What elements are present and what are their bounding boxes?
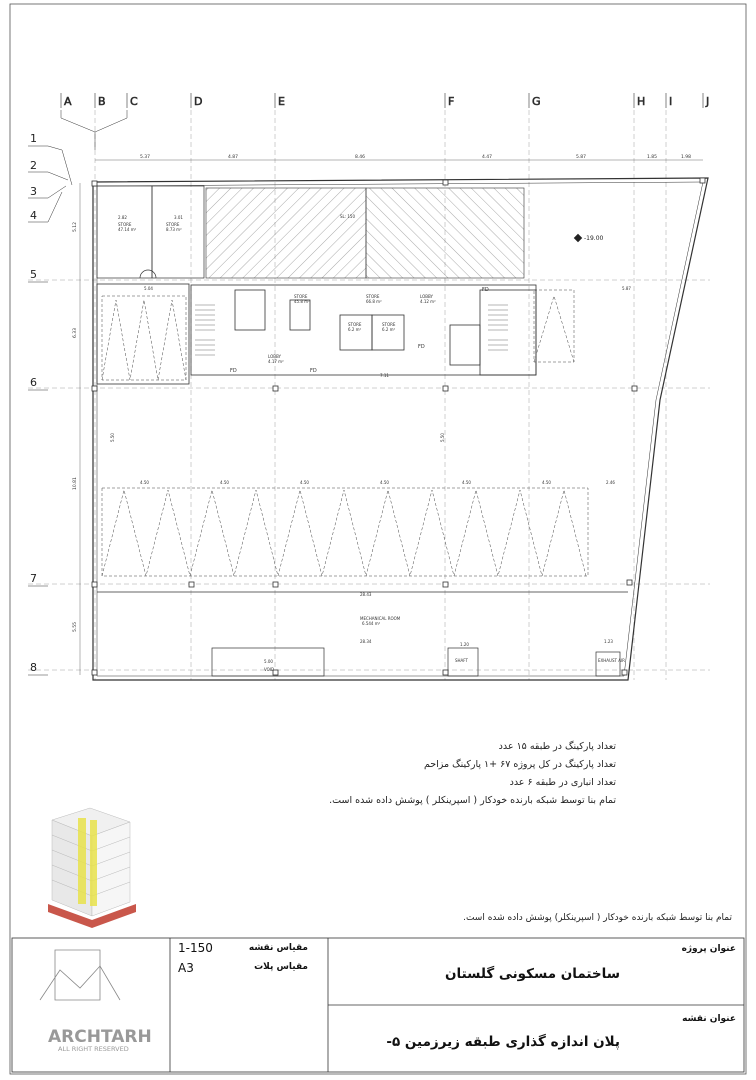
note-line: تمام بنا توسط شبکه بارنده خودکار ( اسپرینکلر ) پوشش داده شده است. — [329, 795, 616, 806]
dim-text: 5.04 — [144, 286, 153, 291]
dim-text: 4.50 — [380, 480, 389, 485]
left-dimension-chain — [72, 183, 80, 675]
project-name: ساختمان مسکونی گلستان — [445, 966, 620, 982]
level-text: -19.00 — [584, 235, 604, 242]
archtarh-logo — [40, 950, 152, 1053]
dim-text: 1.20 — [460, 642, 469, 647]
grid-columns — [61, 93, 709, 108]
grid-col-label: F — [448, 95, 455, 108]
logo-text: ARCHTARH — [48, 1027, 152, 1047]
grid-col-label: D — [194, 95, 203, 108]
grid-col-label: B — [98, 95, 106, 108]
grid-row-label: 3 — [30, 185, 37, 198]
drawing-name: پلان اندازه گذاری طبقه زیرزمین ۵- — [386, 1034, 620, 1050]
dim-text: 5.55 — [73, 621, 78, 632]
dim-text: 2.82 — [118, 215, 127, 220]
fd-label: FD — [310, 368, 317, 374]
grid-row-label: 1 — [30, 132, 37, 145]
note-line: تعداد پارکینگ در طبقه ۱۵ عدد — [498, 741, 616, 752]
dim-text: 7.11 — [380, 373, 389, 378]
dim-text: 4.50 — [220, 480, 229, 485]
grid-col-label: G — [532, 95, 541, 108]
room-area: 4.12 m² — [420, 299, 436, 304]
grid-col-label: J — [706, 95, 710, 108]
note-line: تعداد پارکینگ در کل پروژه ۶۷ +۱ پارکینگ مزاحم — [423, 759, 616, 770]
room-label: VOID — [264, 667, 275, 672]
dim-text: 6.33 — [73, 327, 78, 338]
dim-text: 5.50 — [110, 433, 115, 442]
room-label: STORE — [366, 294, 380, 299]
room-area: 8.73 m² — [166, 227, 182, 232]
grid-row-label: 8 — [30, 661, 37, 674]
dim-text: 5.37 — [140, 155, 151, 160]
logo-subtext: ALL RIGHT RESERVED — [58, 1045, 129, 1053]
room-label: SL: 150 — [340, 214, 356, 219]
parking-bays-upper — [102, 290, 574, 380]
room-label: LOBBY — [420, 294, 433, 299]
dim-text: 2.46 — [606, 480, 615, 485]
dim-text: 1.98 — [681, 155, 692, 160]
dim-text: 4.87 — [228, 155, 239, 160]
dim-text: 4.50 — [542, 480, 551, 485]
project-title-label: عنوان پروژه — [681, 944, 736, 954]
parking-bays-middle — [102, 488, 588, 576]
grid-col-label: H — [637, 95, 646, 108]
dim-text: 3.01 — [174, 215, 183, 220]
top-dimension-chain — [95, 154, 703, 160]
plot-scale-label: مقیاس پلات — [254, 962, 308, 972]
dim-text: 28.34 — [360, 639, 372, 644]
room-label: STORE — [382, 322, 396, 327]
fd-label: FD — [482, 287, 489, 293]
grid-row-label: 7 — [30, 572, 37, 585]
dim-text: 4.50 — [462, 480, 471, 485]
grid-row-label: 2 — [30, 159, 37, 172]
plan-labels — [110, 214, 631, 672]
room-area: 47.14 m² — [118, 227, 137, 232]
fd-label: FD — [418, 344, 425, 350]
dim-text: 4.50 — [140, 480, 149, 485]
room-label: STORE — [348, 322, 362, 327]
grid-leader-lines — [48, 110, 127, 222]
level-marker — [574, 234, 604, 242]
building-3d-thumbnail — [48, 808, 136, 928]
grid-col-label: C — [130, 95, 138, 108]
grid-row-label: 4 — [30, 209, 37, 222]
room-label: STORE — [294, 294, 308, 299]
grid-col-label: A — [64, 95, 72, 108]
dim-text: 5.87 — [622, 286, 631, 291]
store-rooms-top — [97, 186, 204, 278]
note-line: تعداد انباری در طبقه ۶ عدد — [509, 777, 616, 788]
dim-text: 4.47 — [482, 155, 493, 160]
scale-label: مقیاس نقشه — [248, 943, 308, 953]
grid-row-label: 6 — [30, 376, 37, 389]
plot-scale-value: A3 — [178, 961, 194, 975]
grid-col-label: E — [278, 95, 285, 108]
dim-text: 28.43 — [360, 592, 372, 597]
room-area: 45.8 m² — [294, 299, 310, 304]
room-label: SHAFT — [455, 658, 468, 663]
dim-text: 5.00 — [264, 659, 273, 664]
fd-label: FD — [230, 368, 237, 374]
dim-text: 1.23 — [604, 639, 613, 644]
mechanical-room — [97, 592, 628, 676]
dim-text: 8.46 — [355, 155, 366, 160]
room-label: EXHAUST AIR — [598, 658, 625, 663]
dim-text: 5.50 — [440, 433, 445, 442]
drawing-title-label: عنوان نقشه — [682, 1014, 736, 1024]
room-area: 6.2 m² — [348, 327, 362, 332]
room-area: 6.2 m² — [382, 327, 396, 332]
room-area: 6.544 m² — [362, 621, 381, 626]
room-label: STORE — [118, 222, 132, 227]
scale-value: 1-150 — [178, 941, 213, 955]
dim-text: 1.85 — [647, 155, 658, 160]
room-label: STORE — [166, 222, 180, 227]
dim-text: 5.12 — [73, 221, 78, 232]
room-area: 4.17 m² — [268, 359, 284, 364]
grid-rows — [28, 132, 48, 675]
room-label: LOBBY — [268, 354, 281, 359]
parking-notes — [196, 738, 616, 810]
grid-row-label: 5 — [30, 268, 37, 281]
room-label: MECHANICAL ROOM — [360, 616, 401, 621]
dim-text: 10.81 — [73, 477, 78, 490]
hatched-ramp-area — [206, 188, 524, 278]
dim-text: 5.87 — [576, 155, 587, 160]
room-area: 66.8 m² — [366, 299, 382, 304]
sprinkler-note: تمام بنا توسط شبکه بارنده خودکار ( اسپرینکلر) پوشش داده شده است. — [463, 913, 732, 923]
grid-col-label: I — [669, 95, 673, 108]
dim-text: 4.50 — [300, 480, 309, 485]
